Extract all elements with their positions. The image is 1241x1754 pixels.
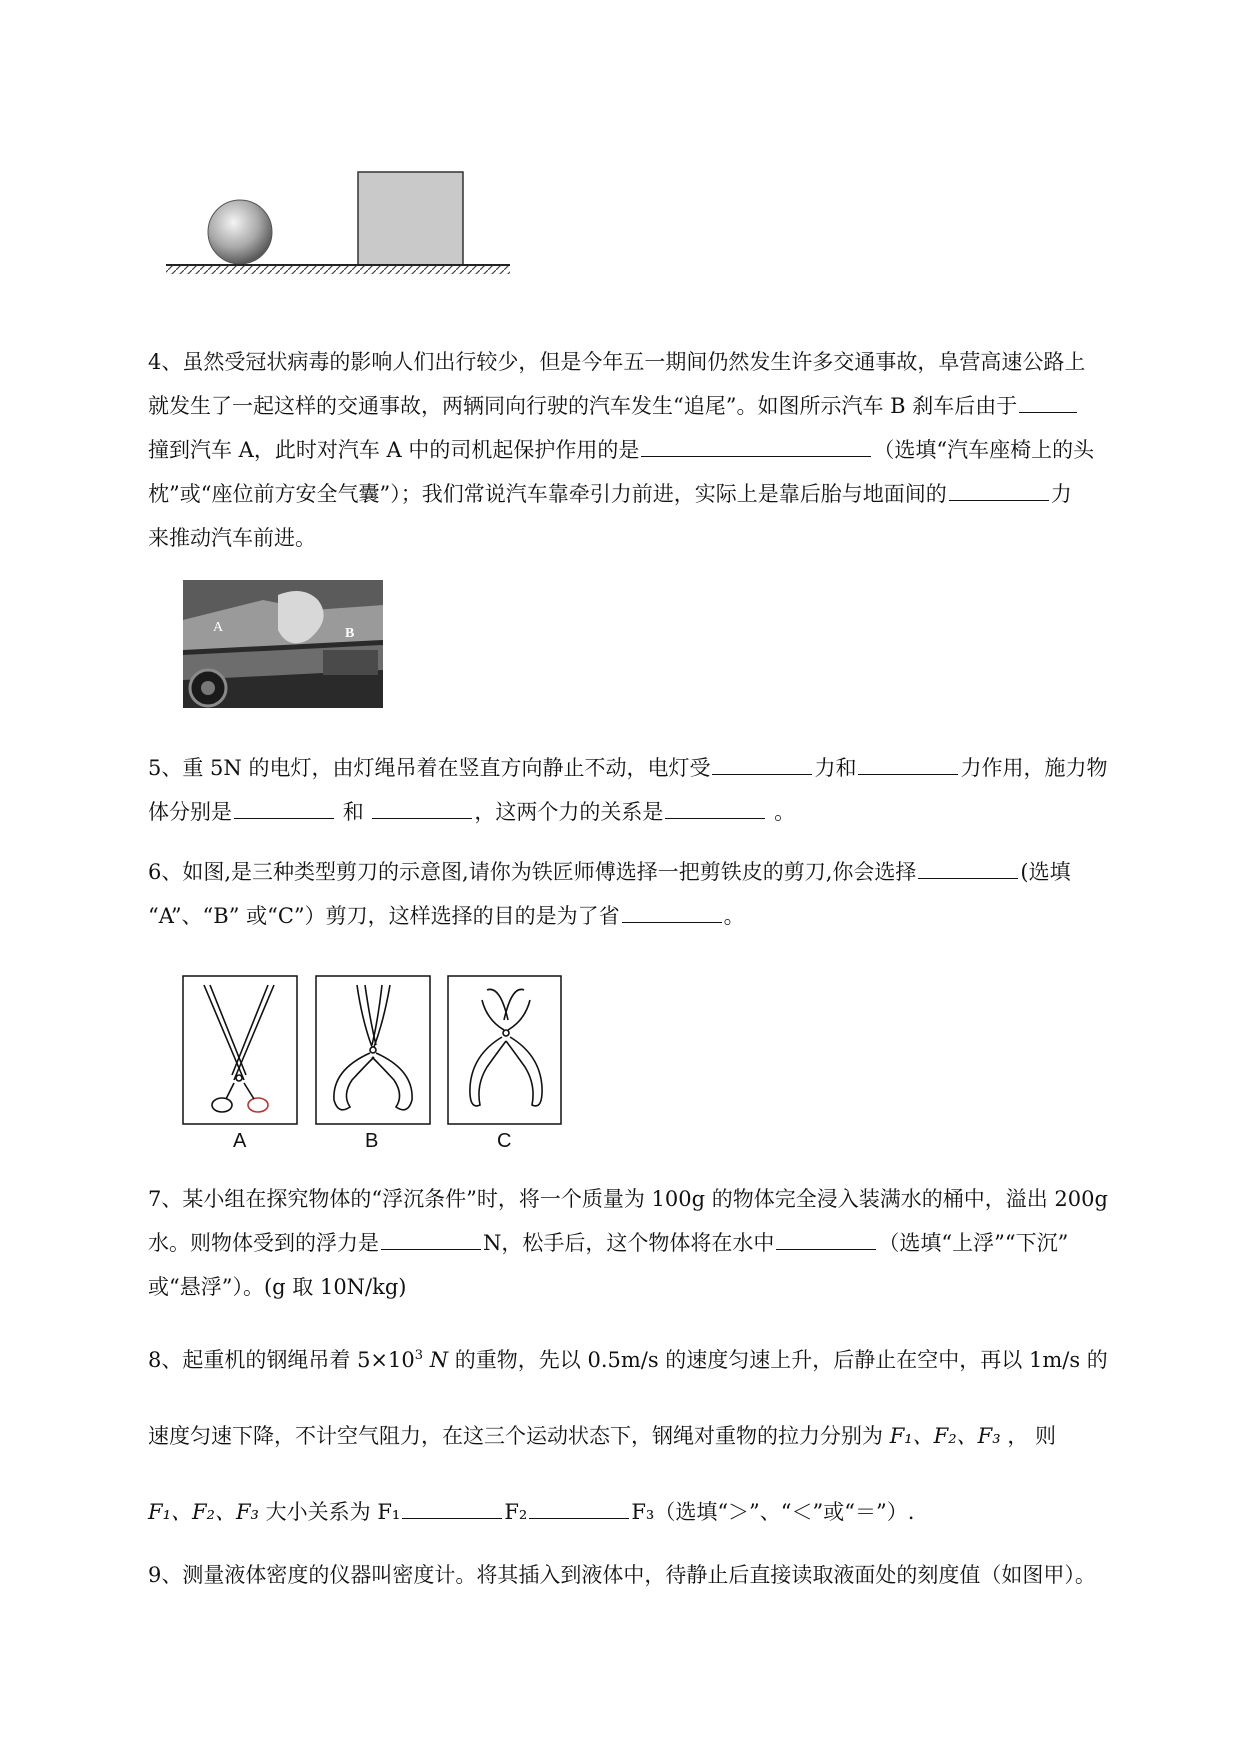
q6-line1b: (选填 [1020,860,1071,884]
scissors-caption-a: A [233,1130,247,1152]
q5-blank3[interactable] [234,796,334,819]
q7-blank1[interactable] [381,1227,481,1250]
q8-math-forces2: F₁、F₂、F₃ [148,1500,259,1524]
scissors-caption-b: B [365,1130,379,1152]
q8-line3a: 大小关系为 F₁ [265,1500,401,1524]
photo-label-b: B [345,626,355,641]
q5-line2b: 和 [342,800,364,824]
q7 [148,1177,1158,1309]
ground-hatch [166,266,510,274]
q4 [148,340,1158,560]
q4-line4a: 枕”或“座位前方安全气囊”）；我们常说汽车靠牵引力前进，实际上是靠后胎与地面间的 [148,482,947,506]
q8-math-weight [357,1348,448,1372]
q8-line3c: F₃（选填“＞”、“＜”或“＝”）. [631,1500,915,1524]
scissors-caption-c: C [497,1130,512,1152]
q6-line2a: “A”、“B” 或“C”）剪刀，这样选择的目的是为了省 [148,904,620,928]
collision-photo [183,580,383,708]
photo-label-a: A [213,620,224,635]
q8-math-forces: F₁、F₂、F₃ [889,1424,1001,1448]
q5-blank4[interactable] [372,796,472,819]
scissors-b [334,985,412,1110]
q5-blank1[interactable] [712,752,812,775]
q5-line2a: 体分别是 [148,800,232,824]
ball-block-figure [160,150,520,290]
scissors-c [470,989,542,1106]
q5-blank5[interactable] [665,796,765,819]
q6-blank2[interactable] [622,900,722,923]
q5-line1c: 力作用，施力物 [960,756,1108,780]
scissors-c-frame [448,976,561,1124]
q5-line1b: 力和 [814,756,857,780]
q7-line2a: 水。则物体受到的浮力是 [148,1231,379,1255]
q5-line1a: 5、重 5N 的电灯，由灯绳吊着在竖直方向静止不动，电灯受 [148,756,711,780]
q5 [148,746,1158,834]
scissors-a [204,985,274,1112]
scissors-figure [182,975,562,1125]
q8-math-base: 5×10 [357,1348,415,1372]
q9-line1: 9、测量液体密度的仪器叫密度计。将其插入到液体中，待静止后直接读取液面处的刻度值（如图甲）。 [148,1563,1096,1587]
q4-blank2[interactable] [641,434,871,457]
q7-line3: 或“悬浮”）。(g 取 10N/kg) [148,1275,407,1299]
q5-line2c: ，这两个力的关系是 [474,800,664,824]
q7-blank2[interactable] [776,1227,876,1250]
q6-line1a: 6、如图,是三种类型剪刀的示意图,请你为铁匠师傅选择一把剪铁皮的剪刀,你会选择 [148,860,917,884]
q8-line1b: 的重物，先以 0.5m/s 的速度匀速上升，后静止在空中，再以 1m/s 的 [454,1348,1108,1372]
q7-line2b: N，松手后，这个物体将在水中 [483,1231,775,1255]
q4-blank3[interactable] [949,478,1049,501]
q4-blank1[interactable] [1019,390,1077,413]
q4-line3a: 撞到汽车 A，此时对汽车 A 中的司机起保护作用的是 [148,438,640,462]
q4-line1: 4、虽然受冠状病毒的影响人们出行较少，但是今年五一期间仍然发生许多交通事故，阜营高速公路上 [148,350,1086,374]
q8-math-unit: N [429,1348,449,1372]
q8-line2b: ， 则 [1007,1424,1057,1448]
collision-photo-art [183,580,383,708]
scissors-a-frame [183,976,297,1124]
q4-line5: 来推动汽车前进。 [148,526,316,550]
q8-math-exp: 3 [414,1348,424,1363]
scissors-b-frame [316,976,430,1124]
q8-line2a: 速度匀速下降，不计空气阻力，在这三个运动状态下，钢绳对重物的拉力分别为 [148,1424,883,1448]
ball [208,200,272,264]
q4-line3b: （选填“汽车座椅上的头 [873,438,1095,462]
q6 [148,850,1158,938]
q5-blank2[interactable] [858,752,958,775]
q5-line2d: 。 [774,800,796,824]
q6-line2b: 。 [723,904,745,928]
q8-blank1[interactable] [402,1496,502,1519]
q6-blank1[interactable] [918,856,1018,879]
q9 [148,1553,1208,1597]
q8-line1a: 8、起重机的钢绳吊着 [148,1348,351,1372]
q7-line2c: （选填“上浮”“下沉” [878,1231,1069,1255]
q8-blank2[interactable] [529,1496,629,1519]
q4-line2: 就发生了一起这样的交通事故，两辆同向行驶的汽车发生“追尾”。如图所示汽车 B 刹车后由于 [148,394,1018,418]
q8-line3b: F₂ [504,1500,528,1524]
q8 [148,1318,1158,1550]
block [358,172,463,265]
q7-line1: 7、某小组在探究物体的“浮沉条件”时，将一个质量为 100g 的物体完全浸入装满水的桶中，溢出 200g [148,1187,1108,1211]
q4-line4b: 力 [1050,482,1072,506]
